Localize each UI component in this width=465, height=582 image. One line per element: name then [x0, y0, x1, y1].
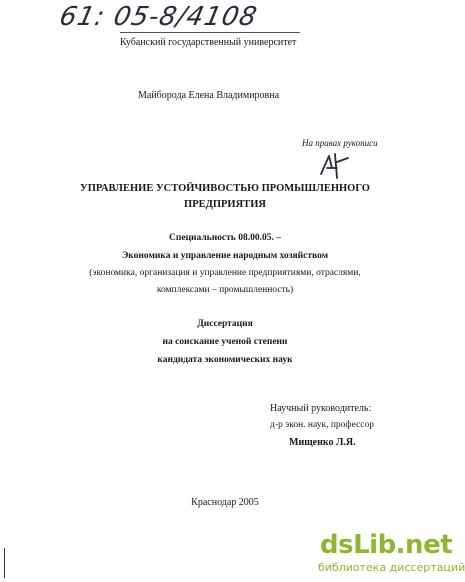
dissertation-title-line2: ПРЕДПРИЯТИЯ — [184, 199, 266, 210]
university-name: Кубанский государственный университет — [120, 37, 297, 48]
specialty-name: Экономика и управление народным хозяйством — [121, 251, 329, 261]
rights-note: На правах рукописи — [302, 138, 378, 148]
dissertation-title-line1: УПРАВЛЕНИЕ УСТОЙЧИВОСТЬЮ ПРОМЫШЛЕННОГО — [80, 183, 370, 194]
degree-purpose: на соискание ученой степени — [162, 337, 288, 347]
archive-number-underline — [120, 32, 300, 33]
specialty-code: Специальность 08.00.05. – — [169, 233, 281, 243]
dissertation-label: Диссертация — [197, 319, 253, 329]
signature-mark — [315, 148, 355, 180]
degree-name: кандидата экономических наук — [157, 355, 293, 365]
archive-number-handwritten: 61: 05-8/4108 — [56, 2, 261, 32]
specialty-detail-line1: (экономика, организация и управление предприятиями, отраслями, — [89, 268, 361, 278]
supervisor-degree: д-р экон. наук, профессор — [270, 420, 374, 430]
supervisor-name: Мищенко Л.Я. — [289, 437, 356, 448]
watermark-subtitle: библиотека диссертаций — [318, 561, 465, 574]
specialty-detail-line2: комплексами – промышленность) — [156, 285, 294, 295]
scan-edge-mark — [4, 548, 5, 578]
watermark-logo: dsLib.net — [320, 530, 453, 560]
author-name: Майборода Елена Владимировна — [138, 90, 280, 101]
city-year: Краснодар 2005 — [191, 497, 259, 508]
supervisor-label: Научный руководитель: — [270, 403, 372, 414]
